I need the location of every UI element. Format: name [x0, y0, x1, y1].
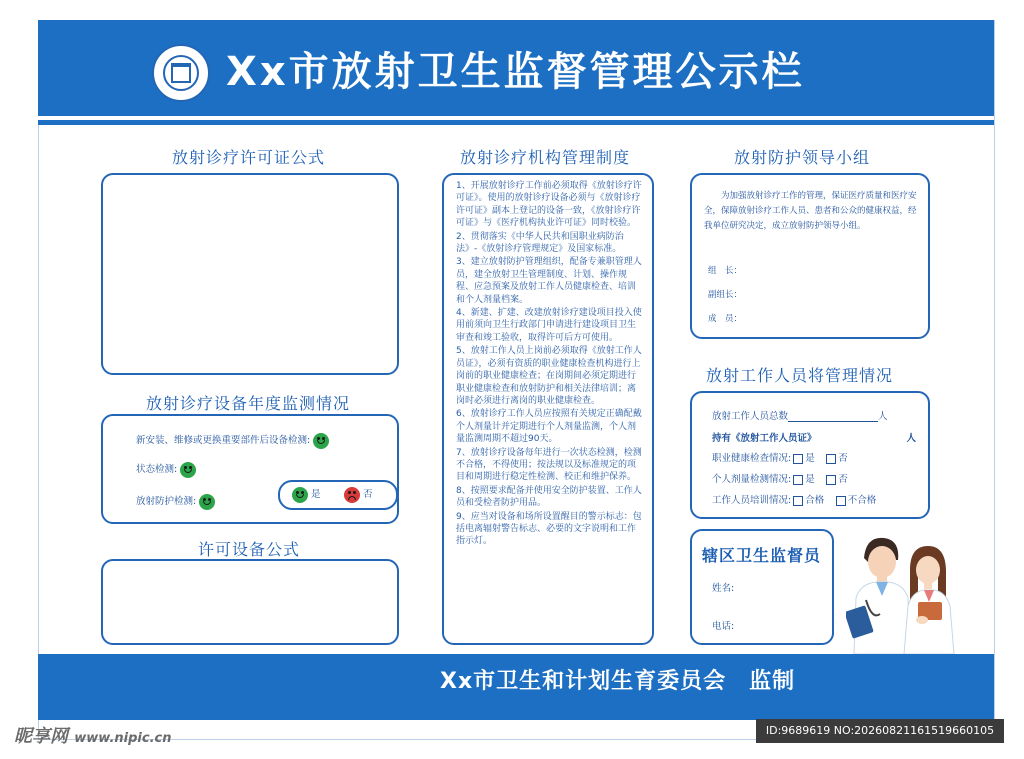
- staff-total: 放射工作人员总数 人: [712, 411, 888, 422]
- member-label: 成 员：: [708, 314, 743, 324]
- doctors-illustration: [846, 530, 958, 654]
- rule-item: 7、放射诊疗设备每年进行一次状态检测，检测不合格，不得使用；按法规以及标准规定的项目和周期进行稳定性检测、校正和维护保养。: [456, 447, 642, 483]
- rule-item: 2、贯彻落实《中华人民共和国职业病防治法》-《放射诊疗管理规定》及国家标准。: [456, 231, 624, 255]
- legend-no: 否: [344, 486, 373, 503]
- checkbox-pass[interactable]: [793, 496, 803, 506]
- monitoring-title: 放射诊疗设备年度监测情况: [146, 394, 351, 413]
- rule-item: 5、放射工作人员上岗前必须取得《放射工作人员证》，必须有资质的职业健康检查机构进行上岗前的职业健康检查；在岗期间必须定期进行职业健康检查和放射防护和相关法律培训；离岗时必须进行离岗的职业健康检查。: [456, 346, 642, 406]
- rule-item: 4、新建、扩建、改建放射诊疗建设项目投入使用前须向卫生行政部门申请进行建设项目卫生审查和竣工验收，取得许可后方可使用。: [456, 308, 642, 343]
- leadership-intro: 为加强放射诊疗工作的管理，保证医疗质量和医疗安全，保障放射诊疗工作人员、患者和公众的健康权益，经我单位研究决定，成立放射防护领导小组。: [704, 191, 917, 231]
- emblem-icon: [152, 44, 210, 102]
- monitoring-row-protection: 放射防护检测:: [136, 493, 215, 510]
- rule-item: 6、放射诊疗工作人员应按照有关规定正确配戴个人剂量计并定期进行个人剂量监测，个人剂量监测周期不超过90天。: [456, 409, 642, 445]
- license-panel: [101, 173, 399, 375]
- leadership-title: 放射防护领导小组: [734, 148, 871, 167]
- smiley-yes-icon: [313, 433, 329, 449]
- smiley-yes-icon: [292, 487, 308, 503]
- rule-item: 8、按照要求配备并使用安全防护装置、工作人员和受检者防护用品。: [456, 485, 642, 509]
- smiley-no-icon: [344, 487, 360, 503]
- footer-text: Xx市卫生和计划生育委员会 监制: [440, 669, 796, 694]
- checkbox-no[interactable]: [826, 454, 836, 464]
- legend-yes: 是: [292, 486, 321, 503]
- page-title: Xx市放射卫生监督管理公示栏: [226, 49, 805, 95]
- checkbox-no[interactable]: [826, 475, 836, 485]
- monitoring-row-install: 新安装、维修或更换重要部件后设备检测:: [136, 432, 329, 449]
- supervisor-phone: 电话:: [712, 621, 735, 632]
- equipment-panel: [101, 559, 399, 645]
- smiley-yes-icon: [199, 494, 215, 510]
- rule-item: 3、建立放射防护管理组织，配备专兼职管理人员，建全放射卫生管理制度、计划、操作规程、应急预案及放射工作人员健康检查、培训和个人剂量档案。: [456, 257, 642, 305]
- header-divider: [38, 120, 994, 125]
- equipment-title: 许可设备公式: [198, 540, 301, 559]
- checkbox-yes[interactable]: [793, 475, 803, 485]
- rules-title: 放射诊疗机构管理制度: [460, 148, 631, 167]
- staff-cert: 持有《放射工作人员证》 人: [712, 433, 917, 444]
- staff-health: 职业健康检查情况: 是 否: [712, 453, 848, 464]
- smiley-yes-icon: [180, 462, 196, 478]
- rule-item: 1、开展放射诊疗工作前必须取得《放射诊疗许可证》。使用的放射诊疗设备必须与《放射诊疗许可证》副本上登记的设备一致，《放射诊疗许可证》与《医疗机构执业许可证》同时校验。: [456, 181, 642, 229]
- supervisor-title: 辖区卫生监督员: [702, 546, 822, 565]
- license-title: 放射诊疗许可证公式: [172, 148, 326, 167]
- supervisor-name: 姓名:: [712, 583, 735, 594]
- checkbox-fail[interactable]: [836, 496, 846, 506]
- leader-label: 组 长：: [708, 266, 743, 276]
- staff-dose: 个人剂量检测情况: 是 否: [712, 474, 848, 485]
- checkbox-yes[interactable]: [793, 454, 803, 464]
- watermark-brand: 昵享网 www.nipic.cn: [14, 726, 172, 747]
- monitoring-row-status: 状态检测:: [136, 461, 196, 478]
- watermark-id: ID:9689619 NO:20260821161519660105: [756, 719, 1004, 743]
- staff-title: 放射工作人员将管理情况: [706, 366, 894, 385]
- deputy-label: 副组长：: [708, 290, 743, 300]
- rule-item: 9、应当对设备和场所设置醒目的警示标志：包括电离辐射警告标志、必要的文字说明和工作指示灯。: [456, 511, 642, 547]
- staff-training: 工作人员培训情况: 合格 不合格: [712, 495, 877, 506]
- rules-list: [456, 180, 642, 650]
